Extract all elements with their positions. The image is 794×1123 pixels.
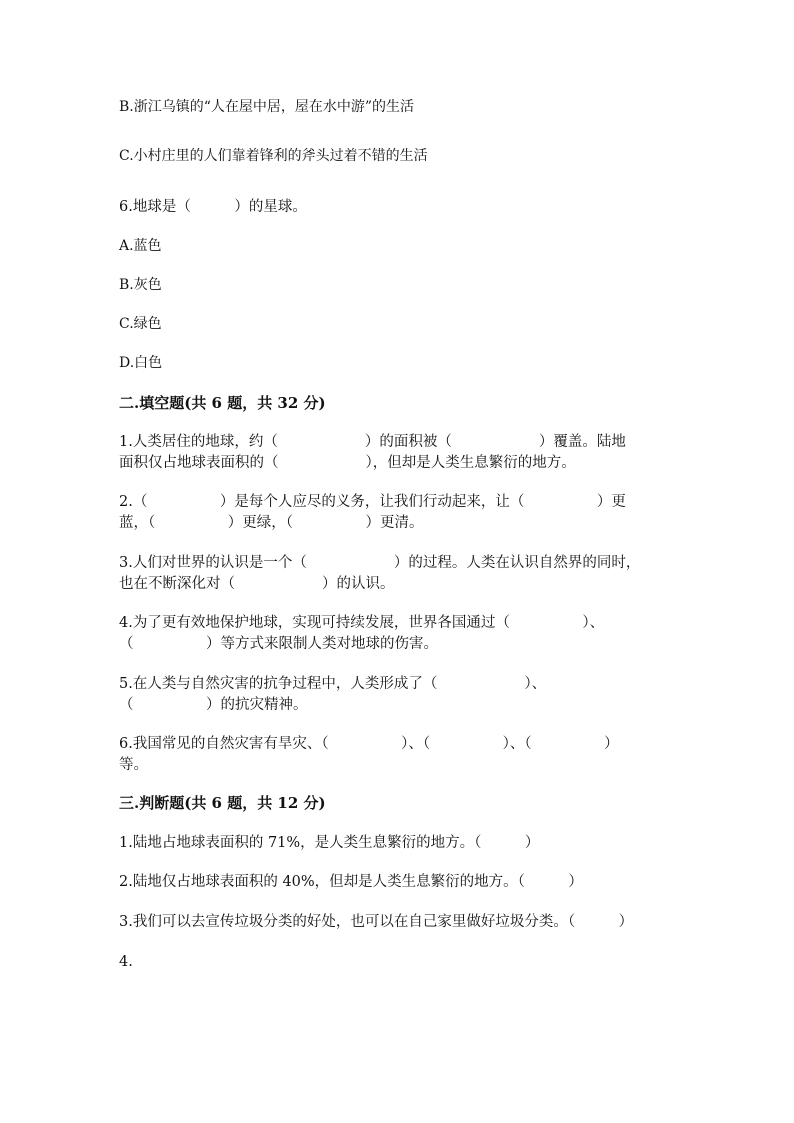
fill-question-5-line-2: （ ）的抗灾精神。 bbox=[119, 697, 308, 713]
judge-question-3: 3.我们可以去宣传垃圾分类的好处，也可以在自己家里做好垃圾分类。（ ） bbox=[119, 914, 634, 930]
fill-question-6-line-2: 等。 bbox=[119, 757, 148, 773]
judge-question-2: 2.陆地仅占地球表面积的 40%，但却是人类生息繁衍的地方。（ ） bbox=[119, 874, 583, 890]
question-6: 6.地球是（ ）的星球。 bbox=[119, 199, 307, 215]
fill-question-3-line-1: 3.人们对世界的认识是一个（ ）的过程。人类在认识自然界的同时， bbox=[119, 555, 641, 571]
option-5b: B.浙江乌镇的“人在屋中居，屋在水中游”的生活 bbox=[119, 99, 415, 115]
fill-question-4-line-2: （ ）等方式来限制人类对地球的伤害。 bbox=[119, 636, 438, 652]
fill-question-1-line-1: 1.人类居住的地球，约（ ）的面积被（ ）覆盖。陆地 bbox=[119, 434, 626, 450]
fill-question-1-line-2: 面积仅占地球表面积的（ ），但却是人类生息繁衍的地方。 bbox=[119, 455, 576, 471]
option-6a: A.蓝色 bbox=[119, 238, 162, 254]
fill-question-5-line-1: 5.在人类与自然灾害的抗争过程中，人类形成了（ ）、 bbox=[119, 676, 547, 692]
fill-question-3-line-2: 也在不断深化对（ ）的认识。 bbox=[119, 576, 395, 592]
option-6d: D.白色 bbox=[119, 355, 163, 371]
option-5c: C.小村庄里的人们靠着锋利的斧头过着不错的生活 bbox=[119, 148, 428, 164]
fill-question-6-line-1: 6.我国常见的自然灾害有旱灾、（ ）、（ ）、（ ） bbox=[119, 736, 619, 752]
section-heading-fill-blank: 二.填空题(共 6 题，共 32 分) bbox=[119, 394, 326, 412]
fill-question-2-line-1: 2.（ ）是每个人应尽的义务，让我们行动起来，让（ ）更 bbox=[119, 494, 626, 510]
judge-question-4: 4. bbox=[119, 954, 133, 970]
judge-question-1: 1.陆地占地球表面积的 71%，是人类生息繁衍的地方。（ ） bbox=[119, 835, 540, 851]
fill-question-2-line-2: 蓝，（ ）更绿，（ ）更清。 bbox=[119, 515, 424, 531]
option-6b: B.灰色 bbox=[119, 277, 162, 293]
option-6c: C.绿色 bbox=[119, 316, 162, 332]
fill-question-4-line-1: 4.为了更有效地保护地球，实现可持续发展，世界各国通过（ ）、 bbox=[119, 615, 605, 631]
section-heading-true-false: 三.判断题(共 6 题，共 12 分) bbox=[119, 794, 326, 812]
